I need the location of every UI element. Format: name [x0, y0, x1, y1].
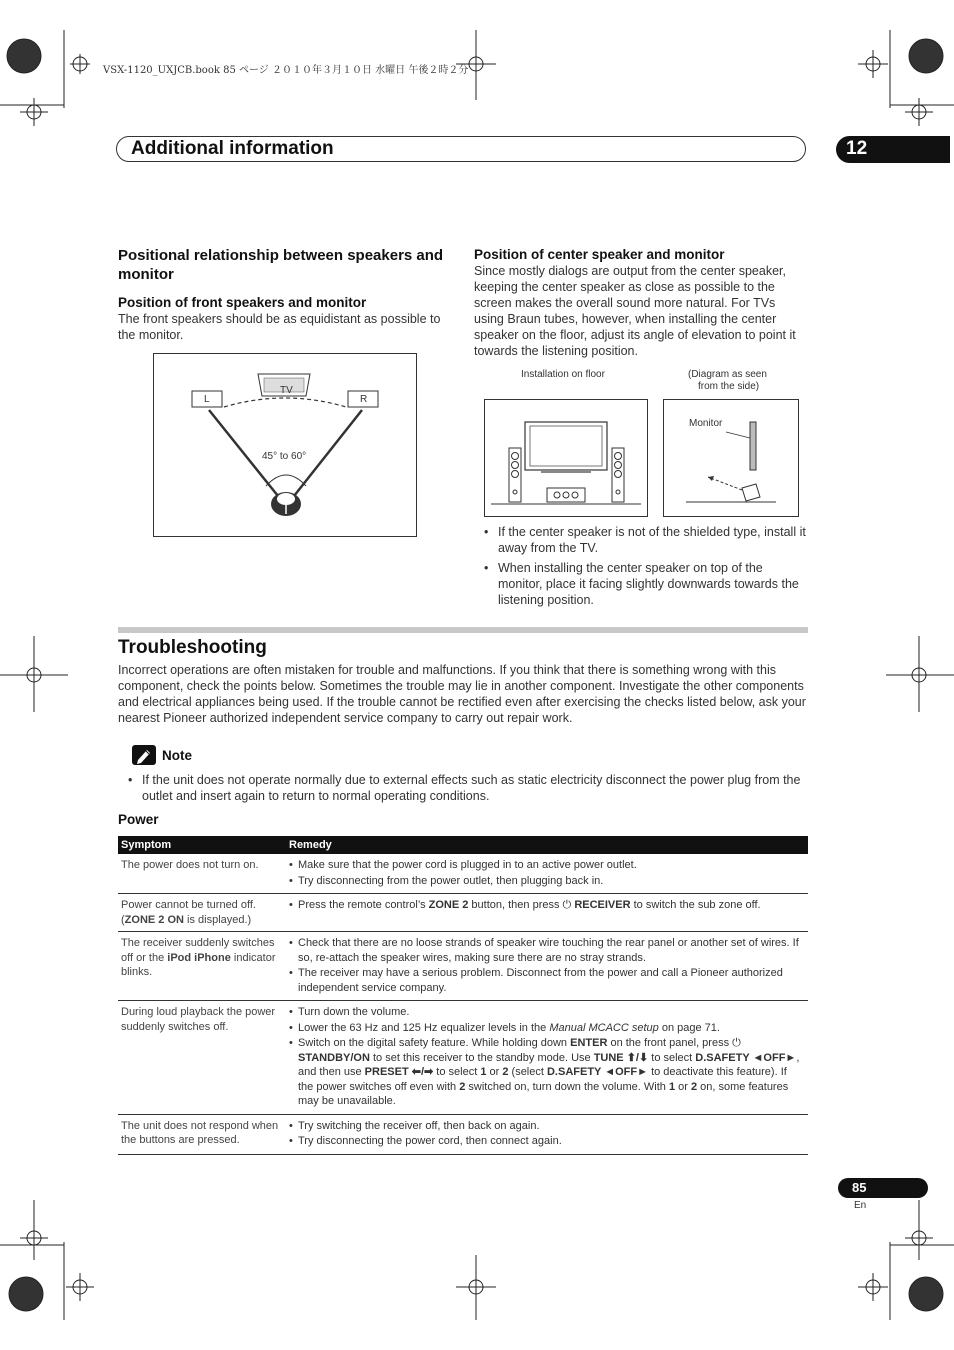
- remedy-text: Lower the 63 Hz and 125 Hz equalizer levels in the: [298, 1021, 550, 1034]
- remedy-text: , and then use: [298, 1051, 800, 1078]
- remedy-item: • The receiver may have a serious problem. Disconnect from the power and call a Pioneer authorized independent service company.: [289, 966, 805, 995]
- table-row: [118, 854, 808, 894]
- note-bullets: [118, 772, 808, 808]
- note-pencil-icon: [132, 745, 156, 765]
- symptom-column-header: Symptom: [118, 836, 286, 854]
- remedy-item: [289, 1021, 805, 1036]
- remedy-item: • Try disconnecting from the power outlet, then plugging back in.: [289, 874, 805, 889]
- remedy-text: to select: [433, 1066, 481, 1078]
- remedy-bold: D.SAFETY ◄OFF►: [695, 1051, 797, 1064]
- power-troubleshooting-table: [118, 836, 808, 1155]
- symptom-bold: iPod iPhone: [167, 951, 231, 964]
- chapter-title-bar: [116, 136, 806, 162]
- remedy-text: Switch on the digital safety feature. While holding down: [298, 1037, 571, 1049]
- remedy-bold: 2: [502, 1066, 509, 1078]
- remedy-item: [289, 1036, 805, 1109]
- center-speaker-section: [474, 246, 808, 359]
- angle-label: 45° to 60°: [262, 451, 307, 462]
- remedy-bold: STANDBY/ON: [298, 1051, 370, 1064]
- table-row: [118, 1001, 808, 1115]
- remedy-cell: [286, 894, 808, 932]
- symptom-text: indicator blinks.: [121, 951, 276, 978]
- positional-section-left: [118, 246, 448, 343]
- table-row: [118, 932, 808, 1001]
- remedy-bold: ⬆/⬇: [623, 1051, 649, 1064]
- remedy-bold: 2: [459, 1080, 466, 1093]
- note-bullet-item: • If the unit does not operate normally due to external effects such as static electricity disconnect the power plug from the outlet and insert again to return to normal operating conditions.: [118, 772, 808, 804]
- symptom-bold: ZONE 2 ON: [124, 913, 184, 926]
- remedy-text: on, some features may be unavailable.: [298, 1080, 789, 1107]
- center-speaker-heading: Position of center speaker and monitor: [474, 247, 725, 262]
- page-number: 85: [852, 1180, 867, 1195]
- symptom-cell: The unit does not respond when the buttons are pressed.: [118, 1114, 286, 1154]
- remedy-bold: D.SAFETY ◄OFF►: [546, 1066, 649, 1078]
- remedy-bold: 2: [690, 1080, 698, 1093]
- troubleshooting-intro: Incorrect operations are often mistaken for trouble and malfunctions. If you think that there is something wrong with this component, check the points below. Sometimes the trouble may lie in another component. Investigate the other components and electrical appliances being used. If the trouble cannot be rectified even after exercising the checks listed below, ask your nearest Pioneer authorized independent service company to carry out repair work.: [118, 663, 806, 725]
- remedy-item: [289, 898, 805, 913]
- remedy-cell: [286, 1114, 808, 1154]
- positional-heading: Positional relationship between speakers and monitor: [118, 247, 444, 283]
- tv-label: TV: [280, 385, 293, 396]
- side-view-diagram: [663, 399, 799, 517]
- remedy-cell: [286, 854, 808, 894]
- remedy-text: on the front panel, press ⏻: [607, 1037, 741, 1049]
- remedy-column-header: Remedy: [286, 836, 808, 854]
- remedy-item: • Try disconnecting the power cord, then connect again.: [289, 1134, 805, 1149]
- front-speakers-diagram-art: [154, 354, 416, 536]
- book-header-line: VSX-1120_UXJCB.book 85 ページ ２０１０年３月１０日 水曜日 午後２時２分: [103, 65, 469, 76]
- power-heading: Power: [118, 812, 159, 827]
- remedy-bold: ⬅/➡: [408, 1066, 434, 1078]
- table-row: [118, 894, 808, 932]
- symptom-cell: During loud playback the power suddenly switches off.: [118, 1001, 286, 1115]
- chapter-number-tab: [836, 136, 950, 163]
- remedy-text: to select: [648, 1051, 696, 1064]
- note-label: Note: [162, 748, 192, 763]
- remedy-text: or: [675, 1080, 691, 1093]
- remedy-item: • Turn down the volume.: [289, 1005, 805, 1020]
- remedy-text: or: [486, 1066, 503, 1078]
- symptom-cell: The power does not turn on.: [118, 854, 286, 894]
- remedy-item: • Make sure that the power cord is plugged in to an active power outlet.: [289, 858, 805, 873]
- monitor-label: Monitor: [689, 418, 723, 429]
- left-speaker-label: L: [204, 394, 210, 405]
- remedy-bold: TUNE: [593, 1051, 624, 1064]
- page-number-tab: [838, 1178, 928, 1198]
- center-bullet-item: • When installing the center speaker on top of the monitor, place it facing slightly downwards towards the listening position.: [474, 560, 808, 608]
- remedy-text: to deactivate this feature). If the power switches off even with: [298, 1066, 787, 1093]
- remedy-text: on page 71.: [658, 1021, 720, 1034]
- side-view-art: [664, 400, 798, 516]
- remedy-text: to switch the sub zone off.: [630, 899, 761, 911]
- remedy-bold: PRESET: [364, 1066, 409, 1078]
- floor-install-art: [485, 400, 647, 516]
- remedy-bold: ENTER: [570, 1037, 608, 1049]
- floor-install-diagram: [484, 399, 648, 517]
- front-speakers-heading: Position of front speakers and monitor: [118, 295, 367, 310]
- remedy-text: Press the remote control’s: [298, 899, 429, 911]
- remedy-cell: [286, 932, 808, 1001]
- side-view-caption-2: from the side): [698, 381, 760, 392]
- chapter-number: 12: [846, 138, 868, 159]
- remedy-bold: RECEIVER: [574, 899, 631, 911]
- right-speaker-label: R: [360, 394, 368, 405]
- remedy-text: (select: [508, 1066, 547, 1078]
- remedy-text: button, then press ⏻: [468, 899, 575, 911]
- remedy-bold: 1: [480, 1066, 487, 1078]
- center-speaker-text: Since mostly dialogs are output from the center speaker, keeping the center speaker as close as possible to the screen makes the overall sound more natural. For TVs using Braun tubes, however, when installing the center speaker on the floor, adjust its angle of elevation to point it towards the listening position.: [474, 264, 796, 358]
- remedy-bold: ZONE 2: [428, 899, 469, 911]
- front-speakers-text: The front speakers should be as equidistant as possible to the monitor.: [118, 312, 441, 342]
- symptom-text: is displayed.): [183, 913, 252, 926]
- language-code: En: [854, 1200, 867, 1211]
- front-speakers-diagram: [153, 353, 417, 537]
- floor-install-caption: Installation on floor: [521, 369, 605, 380]
- remedy-item: • Check that there are no loose strands of speaker wire touching the rear panel or another set of wires. If so, re-attach the speaker wires, making sure there are no stray strands.: [289, 936, 805, 965]
- remedy-item: • Try switching the receiver off, then back on again.: [289, 1119, 805, 1134]
- symptom-text: Power cannot be turned off. (: [121, 899, 256, 926]
- symptom-cell: [118, 894, 286, 932]
- center-bullet-item: • If the center speaker is not of the shielded type, install it away from the TV.: [474, 524, 808, 556]
- table-header-row: [118, 836, 808, 854]
- chapter-title: Additional information: [131, 138, 334, 159]
- center-speaker-bullets: [474, 524, 808, 612]
- symptom-text: The receiver suddenly switches off or the: [121, 937, 275, 964]
- remedy-bold: 1: [668, 1080, 676, 1093]
- remedy-text: to set this receiver to the standby mode. Use: [369, 1051, 594, 1064]
- troubleshooting-title: Troubleshooting: [118, 637, 267, 658]
- remedy-italic: Manual MCACC setup: [549, 1021, 659, 1034]
- symptom-cell: [118, 932, 286, 1001]
- remedy-cell: [286, 1001, 808, 1115]
- section-divider: [118, 627, 808, 633]
- table-row: [118, 1114, 808, 1154]
- remedy-text: switched on, turn down the volume. With: [465, 1080, 669, 1093]
- side-view-caption-1: (Diagram as seen: [688, 369, 767, 380]
